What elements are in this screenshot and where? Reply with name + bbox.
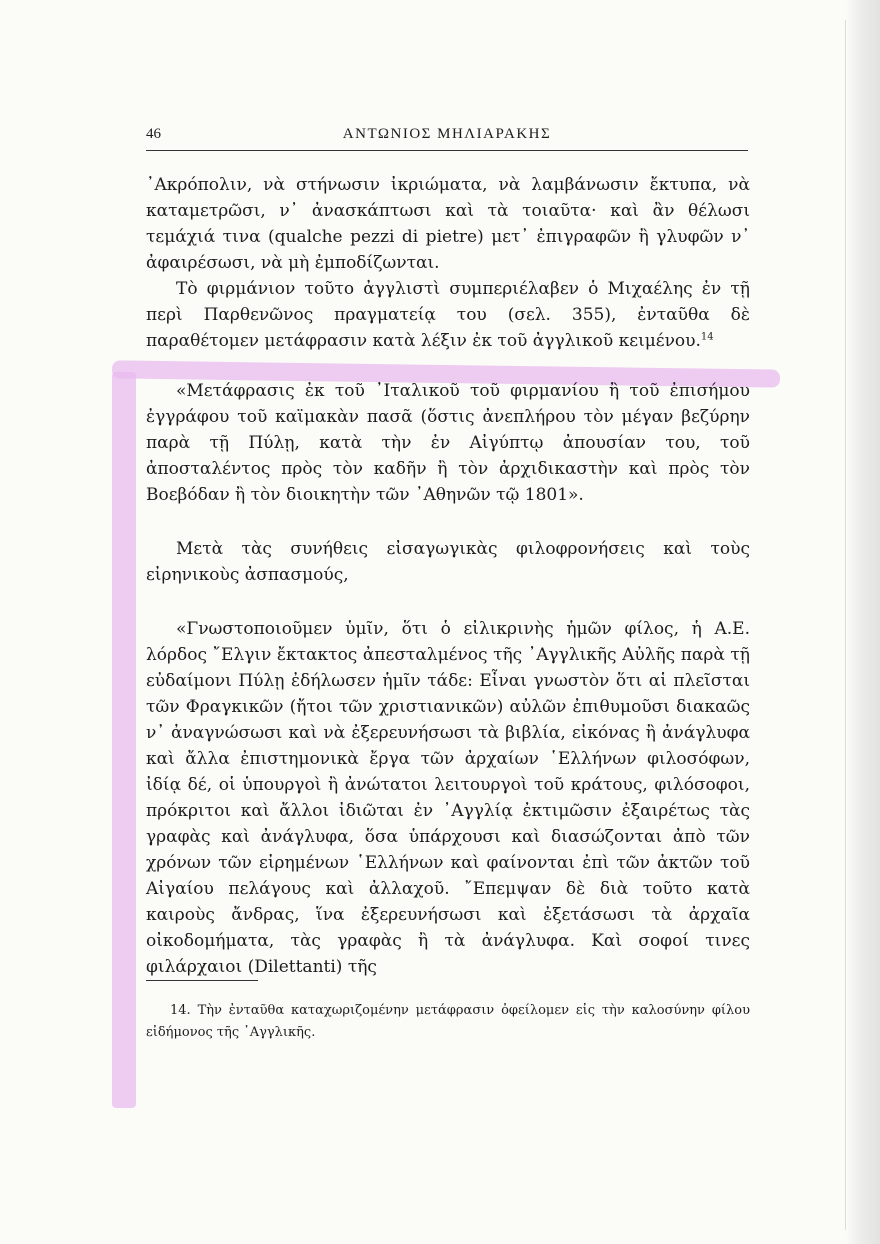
paragraph-gap xyxy=(146,508,750,536)
page-header xyxy=(146,124,748,151)
page-edge-shadow xyxy=(846,0,880,1244)
footnote xyxy=(146,1000,750,1044)
page-number: 46 xyxy=(146,126,161,142)
footnote-reference: 14 xyxy=(700,331,714,343)
paragraph-gap xyxy=(146,354,750,378)
running-head: ΑΝΤΩΝΙΟΣ ΜΗΛΙΑΡΑΚΗΣ xyxy=(342,126,552,142)
paragraph-2 xyxy=(146,276,750,354)
paragraph-5: «Γνωστοποιοῦμεν ὑμῖν, ὅτι ὁ εἰλικρινὴς ἡμῶν φίλος, ἡ Α.Ε. λόρδος ῎Ελγιν ἔκτακτος ἀπεσταλμένος τῆς ᾿Αγγλικῆς Αὐλῆς παρὰ τῇ εὐδαίμονι Πύλῃ ἐδήλωσεν ἡμῖν τάδε: Εἶναι γνωστὸν ὅτι αἱ πλεῖσται τῶν Φραγκικῶν (ἤτοι τῶν χριστιανικῶν) αὐλῶν ἐπιθυμοῦσι διακαῶς ν᾿ ἀναγνώσωσι καὶ νὰ ἐξερευνήσωσι τὰ βιβλία, εἰκόνας ἢ ἀνάγλυφα καὶ ἄλλα ἐπιστημονικὰ ἔργα τῶν ἀρχαίων ῾Ελλήνων φιλοσόφων, ἰδίᾳ δέ, οἱ ὑπουργοὶ ἢ ἀνώτατοι λειτουργοὶ τοῦ κράτους, φιλόσοφοι, πρόκριτοι καὶ ἄλλοι ἰδιῶται ἐν ᾿Αγγλίᾳ ἐκτιμῶσιν ἐξαιρέτως τὰς γραφὰς καὶ ἀνάγλυφα, ὅσα ὑπάρχουσι καὶ διασώζονται ἀπὸ τῶν χρόνων τῶν εἰρημένων ῾Ελλήνων καὶ φαίνονται ἐπὶ τῶν ἀκτῶν τοῦ Αἰγαίου πελάγους καὶ ἀλλαχοῦ. ῎Επεμψαν δὲ διὰ τοῦτο κατὰ καιροὺς ἄνδρας, ἵνα ἐξερευνήσωσι καὶ ἐξετάσωσι τὰ ἀρχαῖα οἰκοδομήματα, τὰς γραφὰς ἢ τὰ ἀνάγλυφα. Καὶ σοφοί τινες φιλάρχαιοι (Dilettanti) τῆς xyxy=(146,619,750,977)
highlighter-mark-vertical xyxy=(112,372,136,1108)
paragraph-gap xyxy=(146,588,750,616)
footnote-number: 14. xyxy=(170,1003,191,1018)
footnote-separator xyxy=(146,980,258,981)
footnote-body: Τὴν ἐνταῦθα καταχωριζομένην μετάφρασιν ὀφείλομεν εἰς τὴν καλοσύνην φίλου εἰδήμονος τῆς ᾿Αγγλικῆς. xyxy=(146,1003,750,1040)
main-text xyxy=(146,172,750,980)
footnote-text xyxy=(146,1000,750,1044)
paragraph-2-text: Τὸ φιρμάνιον τοῦτο ἀγγλιστὶ συμπεριέλαβεν ὁ Μιχαέλης ἐν τῇ περὶ Παρθενῶνος πραγματείᾳ του (σελ. 355), ἐνταῦθα δὲ παραθέτομεν μετάφρασιν κατὰ λέξιν ἐκ τοῦ ἀγγλικοῦ κειμένου. xyxy=(146,279,750,351)
paragraph-3: «Μετάφρασις ἐκ τοῦ ᾿Ιταλικοῦ τοῦ φιρμανίου ἢ τοῦ ἐπισήμου ἐγγράφου τοῦ καϊμακὰν πασᾶ (ὅστις ἀνεπλήρου τὸν μέγαν βεζύρην παρὰ τῇ Πύλῃ, κατὰ τὴν ἐν Αἰγύπτῳ ἀπουσίαν του, τοῦ ἀποσταλέντος πρὸς τὸν καδῆν ἢ τὸν ἀρχιδικαστὴν καὶ πρὸς τὸν Βοεβόδαν ἢ τὸν διοικητὴν τῶν ᾿Αθηνῶν τῷ 1801». xyxy=(146,381,750,505)
paragraph-4: Μετὰ τὰς συνήθεις εἰσαγωγικὰς φιλοφρονήσεις καὶ τοὺς εἰρηνικοὺς ἀσπασμούς, xyxy=(146,539,750,585)
paragraph-1: ᾿Ακρόπολιν, νὰ στήνωσιν ἰκριώματα, νὰ λαμβάνωσιν ἔκτυπα, νὰ καταμετρῶσι, ν᾿ ἀνασκάπτωσι καὶ τὰ τοιαῦτα· καὶ ἂν θέλωσι τεμάχιά τινα (qualche pezzi di pietre) μετ᾿ ἐπιγραφῶν ἢ γλυφῶν ν᾿ ἀφαιρέσωσι, νὰ μὴ ἐμποδίζωνται. xyxy=(146,175,750,273)
